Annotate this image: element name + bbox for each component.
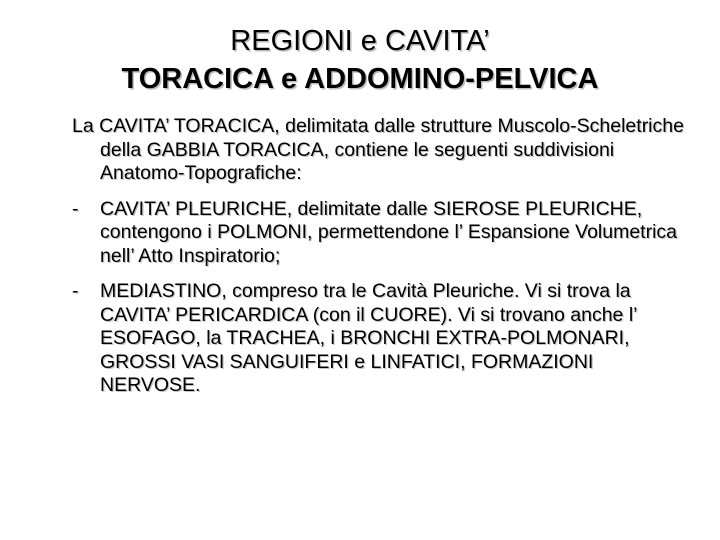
intro-paragraph: La CAVITA’ TORACICA, delimitata dalle strutture Muscolo-Scheletriche della GABBIA TORACICA, contiene le seguenti suddivisioni Anatomo-Topografiche:: [72, 115, 684, 184]
dash-marker: -: [72, 197, 79, 220]
list-item-text: CAVITA’ PLEURICHE, delimitate dalle SIEROSE PLEURICHE, contengono i POLMONI, permettendone l’ Espansione Volumetrica nell’ Atto Inspiratorio;: [100, 197, 678, 267]
dash-marker: -: [72, 280, 79, 302]
list-item-mediastinum: [72, 280, 684, 398]
slide-body: [72, 115, 684, 410]
title-line-2: TORACICA e ADDOMINO-PELVICA: [121, 63, 599, 95]
list-item-pleural-cavities: [72, 198, 684, 269]
slide-title: [0, 22, 720, 98]
list-item-text: MEDIASTINO, compreso tra le Cavità Pleuriche. Vi si trova la CAVITA’ PERICARDICA (con il CUORE). Vi si trovano anche l’ ESOFAGO, la TRACHEA, i BRONCHI EXTRA-POLMONARI, GROSSI VASI SANGUIFERI e LINFATICI, FORMAZIONI NERVOSE.: [100, 280, 637, 396]
title-line-1: REGIONI e CAVITA’: [230, 25, 490, 57]
